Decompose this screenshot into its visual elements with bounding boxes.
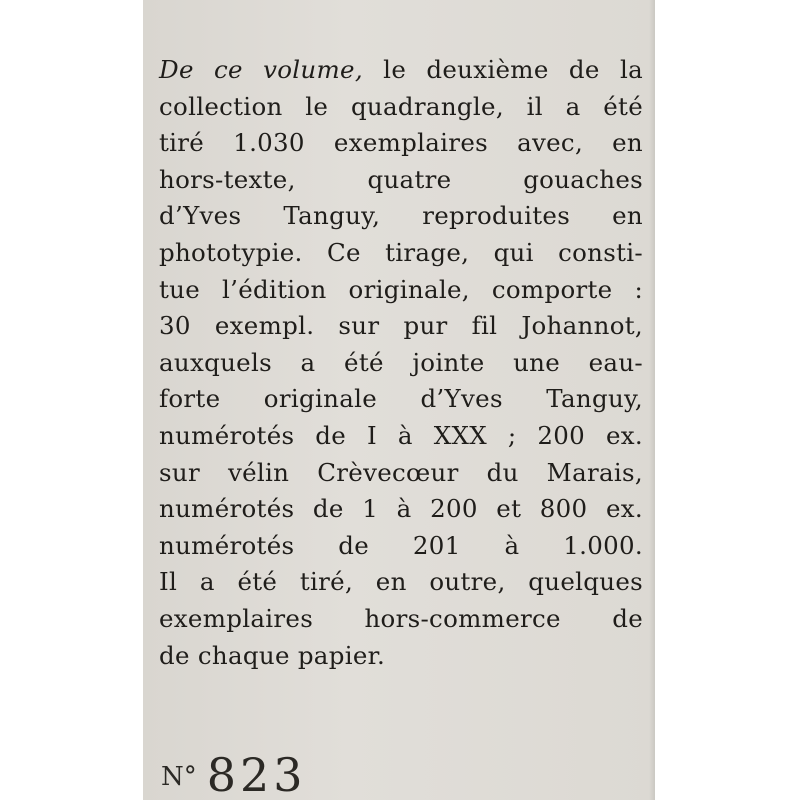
page-edge-shadow bbox=[649, 0, 655, 800]
colophon-line: collection le quadrangle, il a été bbox=[159, 91, 643, 121]
copy-number bbox=[161, 748, 307, 800]
book-page bbox=[143, 0, 655, 800]
colophon-line: 30 exempl. sur pur fil Johannot, bbox=[159, 311, 643, 341]
colophon-line bbox=[159, 52, 643, 89]
copy-number-prefix: N° bbox=[161, 762, 197, 792]
colophon-line: auxquels a été jointe une eau- bbox=[159, 347, 643, 377]
colophon-line: numérotés de I à XXX ; 200 ex. bbox=[159, 420, 643, 450]
colophon-text bbox=[159, 52, 643, 674]
copy-number-value: 823 bbox=[206, 748, 307, 800]
colophon-line: numérotés de 201 à 1.000. bbox=[159, 530, 643, 560]
colophon-line: Il a été tiré, en outre, quelques bbox=[159, 567, 643, 597]
colophon-line: hors-texte, quatre gouaches bbox=[159, 164, 643, 194]
colophon-line-text: le deuxième de la bbox=[362, 55, 643, 84]
colophon-intro: De ce volume, bbox=[159, 55, 363, 84]
colophon-line: de chaque papier. bbox=[159, 640, 386, 670]
colophon-line: forte originale d’Yves Tanguy, bbox=[159, 384, 643, 414]
colophon-line: phototypie. Ce tirage, qui consti- bbox=[159, 237, 643, 267]
colophon-line: tue l’édition originale, comporte : bbox=[159, 274, 643, 304]
colophon-line: sur vélin Crèvecœur du Marais, bbox=[159, 457, 643, 487]
colophon-line: numérotés de 1 à 200 et 800 ex. bbox=[159, 494, 643, 524]
colophon-line: tiré 1.030 exemplaires avec, en bbox=[159, 128, 643, 158]
colophon-line: d’Yves Tanguy, reproduites en bbox=[159, 201, 643, 231]
colophon-line: exemplaires hors-commerce de bbox=[159, 603, 643, 633]
